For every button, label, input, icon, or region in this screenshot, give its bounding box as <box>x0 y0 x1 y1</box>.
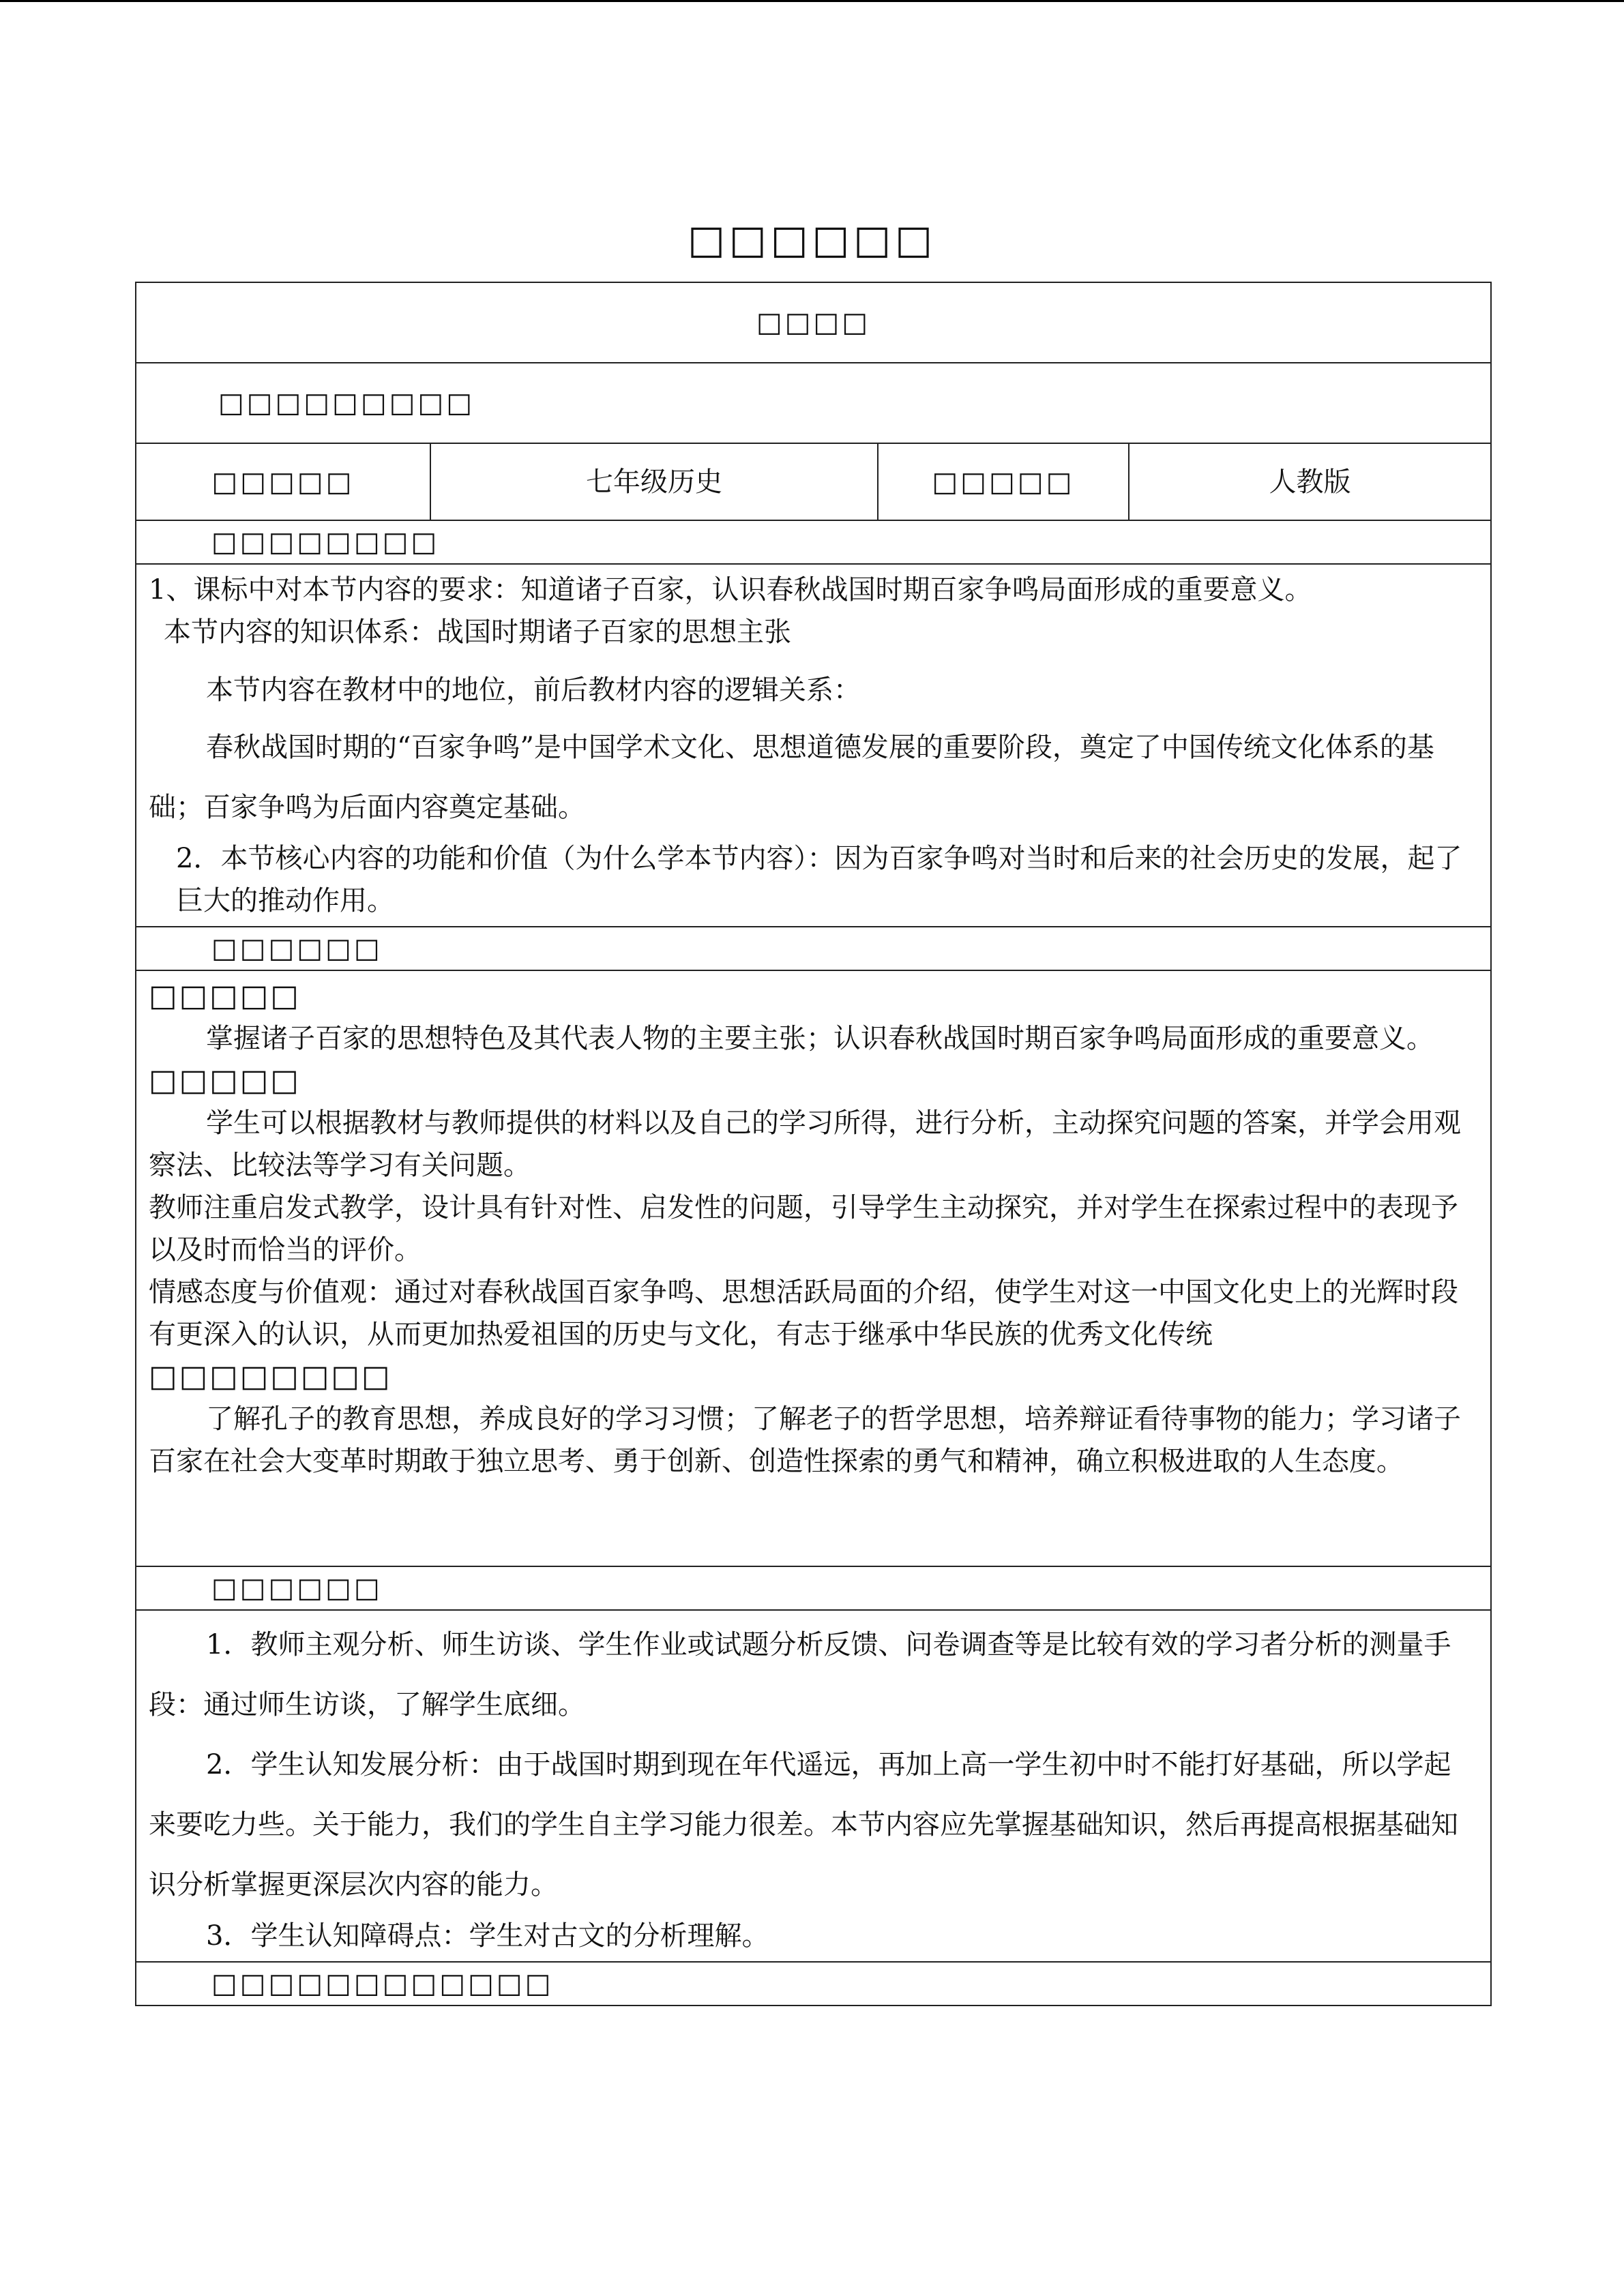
objective-knowledge-label: □□□□□ <box>149 979 301 1013</box>
objective-knowledge-text: 掌握诸子百家的思想特色及其代表人物的主要主张；认识春秋战国时期百家争鸣局面形成的重要意义。 <box>206 1023 1434 1054</box>
edition-label: □□□□□ <box>878 443 1129 520</box>
section-1-paragraph: 2．本节核心内容的功能和价值（为什么学本节内容）：因为百家争鸣对当时和后来的社会历史的发展，起了巨大的推动作用。 <box>176 843 1462 916</box>
section-1-paragraph: 本节内容在教材中的地位，前后教材内容的逻辑关系： <box>206 674 861 706</box>
section-1-body-row <box>136 564 1491 927</box>
section-1-body <box>136 564 1491 927</box>
subject-label: □□□□□ <box>136 443 430 520</box>
section-3-body-row <box>136 1610 1491 1962</box>
section-3-heading-row <box>136 1566 1491 1610</box>
section-2-body-row <box>136 970 1491 1566</box>
objective-attitude-text: 了解孔子的教育思想，养成良好的学习习惯；了解老子的哲学思想，培养辩证看待事物的能力；学习诸子百家在社会大变革时期敢于独立思考、勇于创新、创造性探索的勇气和精神，确立积极进取的人生态度。 <box>149 1403 1461 1477</box>
objective-emotion-text: 情感态度与价值观：通过对春秋战国百家争鸣、思想活跃局面的介绍，使学生对这一中国文化史上的光辉时段有更深入的认识，从而更加热爱祖国的历史与文化，有志于继承中华民族的优秀文化传统 <box>149 1277 1458 1350</box>
table-header-row <box>136 282 1491 363</box>
section-2-body <box>136 970 1491 1566</box>
section-2-heading-row <box>136 927 1491 970</box>
section-3-body <box>136 1610 1491 1962</box>
meta-row <box>136 443 1491 520</box>
table-header: □□□□ <box>136 282 1491 363</box>
objective-teaching-text: 教师注重启发式教学，设计具有针对性、启发性的问题，引导学生主动探究，并对学生在探索过程中的表现予以及时而恰当的评价。 <box>149 1192 1458 1266</box>
section-4-heading-row <box>136 1962 1491 2006</box>
page-top-border <box>0 0 1624 2</box>
section-3-paragraph: 1．教师主观分析、师生访谈、学生作业或试题分析反馈、问卷调查等是比较有效的学习者分析的测量手段：通过师生访谈，了解学生底细。 <box>149 1629 1451 1720</box>
section-2-heading: □□□□□□ <box>136 927 1491 970</box>
lesson-plan-table <box>135 282 1492 2006</box>
section-1-heading-row <box>136 520 1491 564</box>
edition-value: 人教版 <box>1129 443 1491 520</box>
lesson-title-row <box>136 363 1491 443</box>
section-1-paragraph: 春秋战国时期的“百家争鸣”是中国学术文化、思想道德发展的重要阶段，奠定了中国传统文化体系的基础；百家争鸣为后面内容奠定基础。 <box>149 732 1434 823</box>
objective-attitude-label: □□□□□□□□ <box>149 1359 392 1394</box>
document-title: □□□□□□ <box>688 216 936 263</box>
section-1-paragraph: 本节内容的知识体系：战国时期诸子百家的思想主张 <box>164 616 791 648</box>
section-4-heading: □□□□□□□□□□□□ <box>136 1962 1491 2006</box>
section-3-paragraph: 3．学生认知障碍点：学生对古文的分析理解。 <box>206 1920 769 1952</box>
section-1-heading: □□□□□□□□ <box>136 520 1491 564</box>
section-1-paragraph: 1、课标中对本节内容的要求：知道诸子百家，认识春秋战国时期百家争鸣局面形成的重要意义。 <box>149 574 1312 606</box>
objective-process-text: 学生可以根据教材与教师提供的材料以及自己的学习所得，进行分析，主动探究问题的答案，并学会用观察法、比较法等学习有关问题。 <box>149 1107 1461 1181</box>
subject-value: 七年级历史 <box>430 443 878 520</box>
lesson-title: □□□□□□□□□ <box>136 363 1491 443</box>
section-3-heading: □□□□□□ <box>136 1566 1491 1610</box>
objective-process-label: □□□□□ <box>149 1063 301 1098</box>
section-3-paragraph: 2．学生认知发展分析：由于战国时期到现在年代遥远，再加上高一学生初中时不能打好基础，所以学起来要吃力些。关于能力，我们的学生自主学习能力很差。本节内容应先掌握基础知识，然后再提高根据基础知识分析掌握更深层次内容的能力。 <box>149 1749 1458 1900</box>
